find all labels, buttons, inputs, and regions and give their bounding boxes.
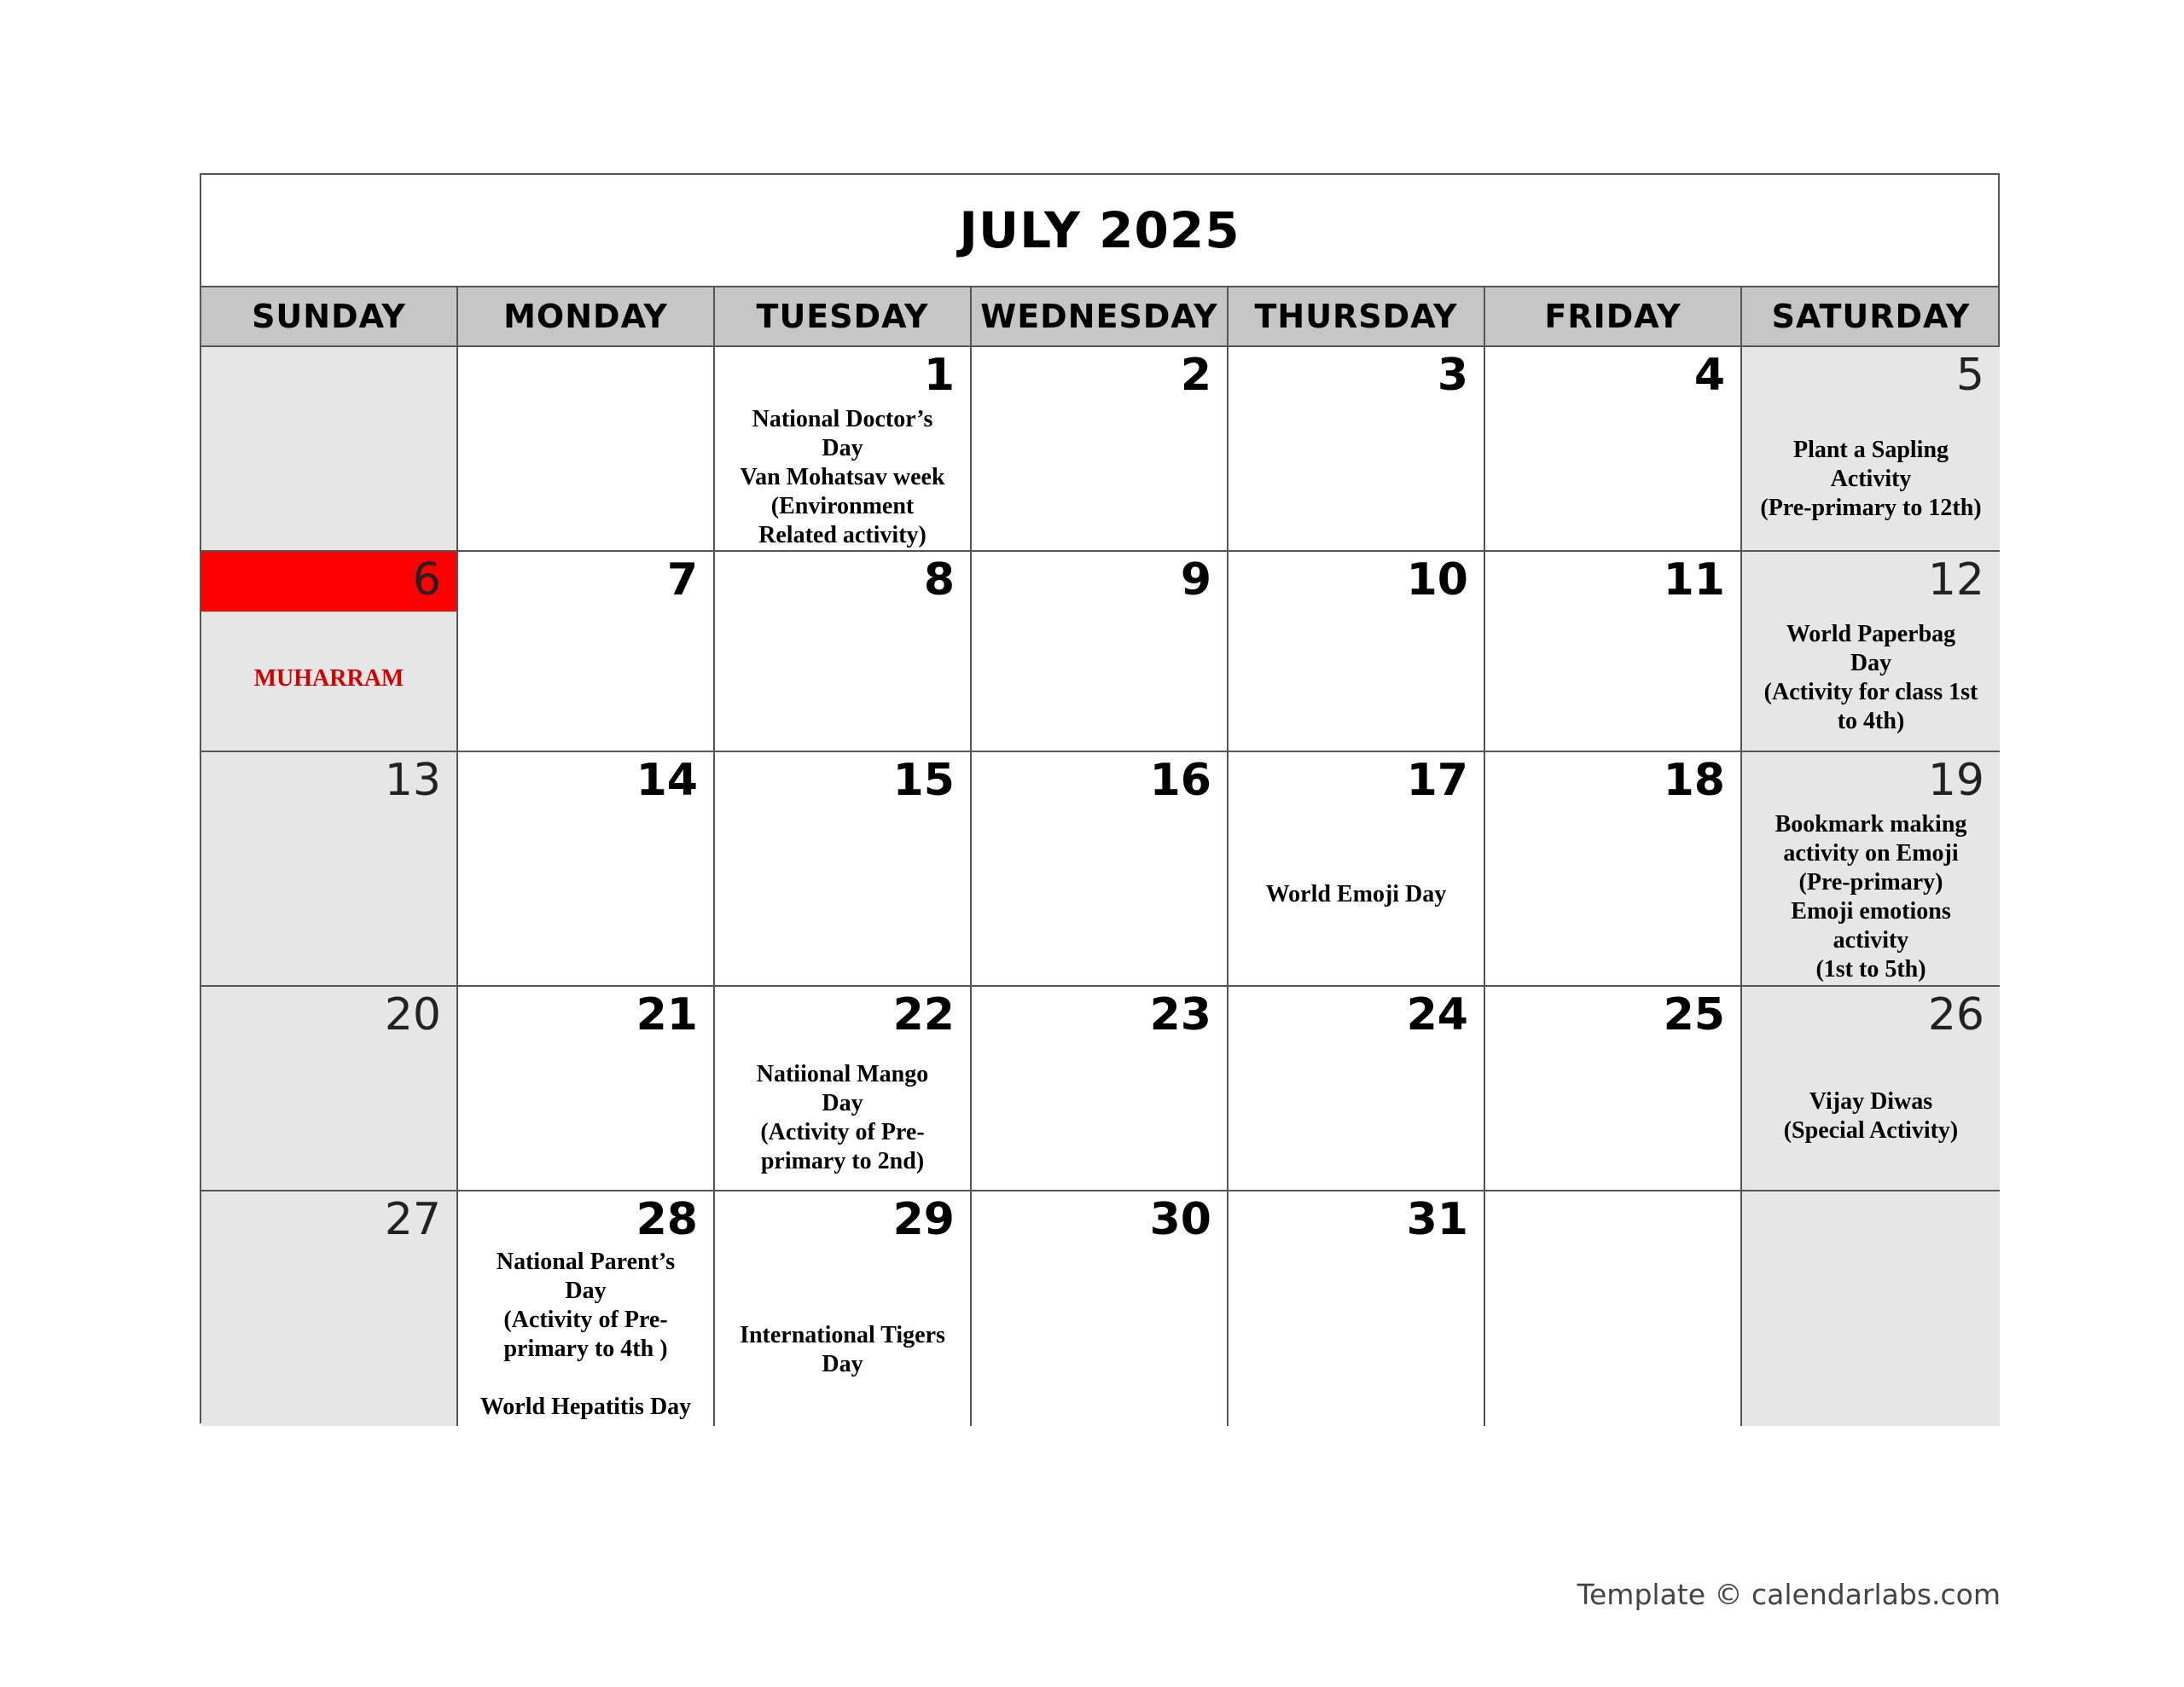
event-line: (Environment (770, 493, 915, 519)
day-number: 26 (1927, 989, 1984, 1041)
day-cell-21[interactable] (458, 987, 715, 1190)
day-number: 25 (1663, 989, 1725, 1041)
event-line: activity on Emoji (1783, 840, 1959, 867)
day-cell-empty[interactable] (201, 347, 458, 550)
event-line: (1st to 5th) (1815, 956, 1926, 983)
event-line: World Emoji Day (1265, 881, 1447, 907)
event-line: Emoji emotions (1791, 898, 1951, 925)
event-text (1749, 810, 1993, 984)
event-line (465, 1364, 706, 1393)
event-line: (Pre-primary to 12th) (1760, 495, 1982, 521)
day-cell-empty[interactable] (1485, 1191, 1742, 1426)
day-number: 4 (1693, 350, 1725, 401)
weekday-saturday: SATURDAY (1771, 298, 1971, 335)
day-number: 2 (1180, 350, 1211, 401)
event-line: Day (822, 1090, 863, 1116)
week-row (201, 347, 1998, 552)
event-line: Natiional Mango (756, 1061, 929, 1087)
day-number: 3 (1437, 350, 1468, 401)
event-line: Van Mohatsav week (740, 464, 945, 490)
day-number: 10 (1406, 554, 1468, 606)
day-cell-18[interactable] (1485, 752, 1742, 985)
event-line: Day (1850, 650, 1892, 676)
event-line: National Doctor’s (752, 406, 933, 432)
day-number: 9 (1180, 554, 1211, 606)
day-cell-empty[interactable] (1742, 1191, 2000, 1426)
event-line: (Pre-primary) (1798, 869, 1943, 896)
week-row (201, 552, 1998, 752)
day-cell-30[interactable] (972, 1191, 1228, 1426)
event-line: Day (822, 435, 863, 461)
day-number: 5 (1955, 350, 1984, 401)
day-number: 6 (412, 554, 441, 606)
day-number: 15 (892, 755, 955, 806)
event-text (722, 1060, 963, 1176)
day-cell-4[interactable] (1485, 347, 1742, 550)
weekday-sunday: SUNDAY (201, 287, 458, 345)
event-text (465, 1248, 706, 1422)
day-cell-3[interactable] (1228, 347, 1485, 550)
holiday-label (208, 664, 450, 693)
day-cell-12[interactable] (1742, 552, 2000, 751)
event-line: World Paperbag (1786, 621, 1956, 647)
day-cell-24[interactable] (1228, 987, 1485, 1190)
day-cell-1[interactable] (715, 347, 972, 550)
event-line: primary to 4th ) (503, 1336, 668, 1362)
day-number: 29 (892, 1194, 955, 1245)
weekday-friday: FRIDAY (1485, 287, 1742, 345)
day-cell-28[interactable] (458, 1191, 715, 1426)
day-number: 28 (636, 1194, 698, 1245)
day-cell-9[interactable] (972, 552, 1228, 751)
weekday-header-row (201, 287, 1998, 347)
day-cell-25[interactable] (1485, 987, 1742, 1190)
week-row (201, 752, 1998, 987)
weekday-tuesday: TUESDAY (715, 287, 972, 345)
event-text (1749, 1087, 1993, 1145)
day-number: 14 (636, 755, 698, 806)
week-row (201, 987, 1998, 1191)
day-cell-5[interactable] (1742, 347, 2000, 550)
footer-credit: Template © calendarlabs.com (1577, 1578, 2001, 1611)
day-cell-7[interactable] (458, 552, 715, 751)
day-number: 24 (1406, 989, 1468, 1041)
event-text (1749, 620, 1993, 736)
day-cell-6[interactable] (201, 552, 458, 751)
day-number: 13 (384, 755, 441, 806)
event-line: to 4th) (1837, 708, 1905, 734)
event-text (1749, 436, 1993, 523)
weekday-monday: MONDAY (458, 287, 715, 345)
day-number: 23 (1149, 989, 1211, 1041)
event-line: International Tigers (740, 1322, 945, 1348)
event-line: (Special Activity) (1783, 1117, 1959, 1144)
day-number: 18 (1663, 755, 1725, 806)
day-number: 19 (1927, 755, 1984, 806)
day-cell-26[interactable] (1742, 987, 2000, 1190)
event-line: (Activity of Pre- (760, 1119, 925, 1145)
day-number: 16 (1149, 755, 1211, 806)
day-number: 1 (923, 350, 955, 401)
day-number: 7 (666, 554, 698, 606)
day-cell-20[interactable] (201, 987, 458, 1190)
day-cell-10[interactable] (1228, 552, 1485, 751)
day-cell-22[interactable] (715, 987, 972, 1190)
event-line: National Parent’s (496, 1249, 676, 1275)
event-line: Day (565, 1278, 607, 1304)
day-number: 31 (1406, 1194, 1468, 1245)
day-number: 8 (923, 554, 955, 606)
day-cell-14[interactable] (458, 752, 715, 985)
day-number: 12 (1927, 554, 1984, 606)
day-cell-16[interactable] (972, 752, 1228, 985)
day-cell-2[interactable] (972, 347, 1228, 550)
event-line: primary to 2nd) (760, 1148, 925, 1174)
event-text (722, 1321, 963, 1379)
event-line: (Activity of Pre- (503, 1307, 668, 1333)
calendar (200, 173, 2000, 1423)
day-number: 22 (892, 989, 955, 1041)
day-cell-8[interactable] (715, 552, 972, 751)
day-number: 17 (1406, 755, 1468, 806)
event-line: activity (1833, 927, 1909, 954)
event-line: Related activity) (758, 522, 926, 548)
day-cell-empty[interactable] (458, 347, 715, 550)
day-number: 27 (384, 1194, 441, 1245)
week-row (201, 1191, 1998, 1426)
holiday-highlight (201, 552, 456, 612)
day-cell-15[interactable] (715, 752, 972, 985)
day-number: 20 (384, 989, 441, 1041)
day-cell-11[interactable] (1485, 552, 1742, 751)
event-line: World Hepatitis Day (479, 1394, 692, 1420)
day-number: 30 (1149, 1194, 1211, 1245)
event-line: Bookmark making (1774, 811, 1967, 838)
weekday-thursday: THURSDAY (1228, 287, 1485, 345)
day-cell-13[interactable] (201, 752, 458, 985)
calendar-grid (201, 347, 1998, 1426)
day-number: 21 (636, 989, 698, 1041)
calendar-title: JULY 2025 (201, 175, 1998, 287)
day-cell-23[interactable] (972, 987, 1228, 1190)
day-cell-31[interactable] (1228, 1191, 1485, 1426)
event-line: (Activity for class 1st (1763, 679, 1978, 705)
day-cell-29[interactable] (715, 1191, 972, 1426)
event-text (722, 405, 963, 550)
event-line: Plant a Sapling (1792, 437, 1949, 463)
day-cell-27[interactable] (201, 1191, 458, 1426)
day-number: 11 (1663, 554, 1725, 606)
weekday-wednesday: WEDNESDAY (972, 287, 1228, 345)
event-line: Vijay Diwas (1809, 1088, 1933, 1115)
day-cell-19[interactable] (1742, 752, 2000, 985)
event-line: MUHARRAM (253, 665, 404, 692)
event-line: Activity (1830, 466, 1912, 492)
event-line: Day (822, 1351, 863, 1377)
event-text (1235, 880, 1477, 909)
day-cell-17[interactable] (1228, 752, 1485, 985)
